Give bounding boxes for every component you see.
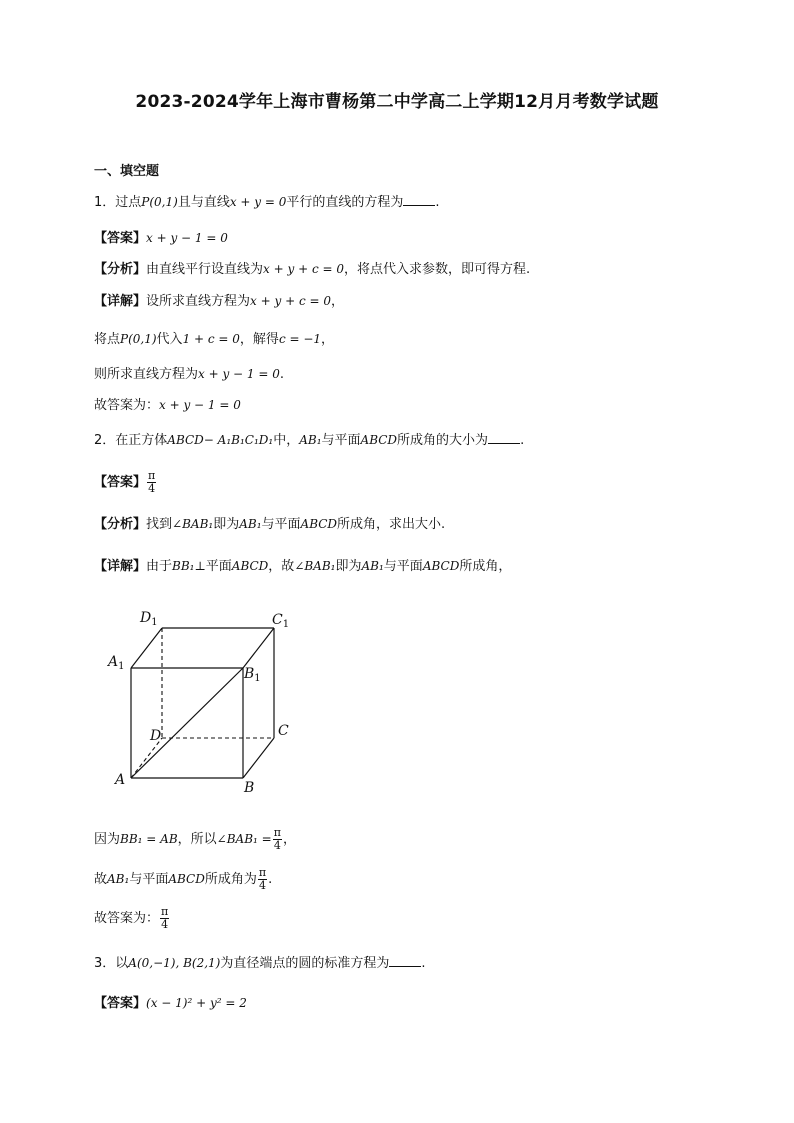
q1-final-answer [94, 396, 241, 415]
q2-step1-fraction [273, 827, 282, 852]
q2-step2-text-2: 与平面 [129, 872, 169, 887]
page-title: 2023-2024学年上海市曹杨第二中学高二上学期12月月考数学试题 [135, 92, 659, 112]
q1-detail-text-1: 设所求直线方程为 [146, 294, 251, 309]
question-2 [94, 431, 524, 450]
q2-detail-text-5: 与平面 [383, 559, 423, 574]
q2-final-answer [94, 904, 170, 934]
q2-detail-math-4: AB₁ [361, 559, 384, 573]
q3-text-2: 为直径端点的圆的标准方程为 [220, 956, 390, 971]
q1-math-line: x + y = 0 [229, 195, 287, 209]
edge-a1-d1 [131, 628, 162, 668]
q2-step1-text-3: ， [282, 832, 296, 847]
q1-final-math: x + y − 1 = 0 [159, 398, 241, 412]
q3-math-points: A(0,−1), B(2,1) [128, 956, 221, 970]
question-3 [94, 954, 426, 973]
q1-step1-text-3: ，解得 [239, 332, 279, 347]
q1-step-2 [94, 365, 284, 384]
q1-analysis [94, 260, 530, 279]
q2-text-2: 中， [273, 433, 300, 448]
analysis-tag: 【分析】 [94, 517, 147, 532]
q1-step1-text-1: 将点 [94, 332, 121, 347]
fraction-numerator: π [273, 826, 281, 839]
answer-blank [488, 431, 520, 444]
q1-step1-math-1: P(0,1) [120, 332, 157, 346]
q2-analysis-math-2: AB₁ [239, 517, 262, 531]
q2-analysis-math-3: ABCD [300, 517, 338, 531]
q2-detail-math-2: ABCD [231, 559, 269, 573]
q2-analysis-text-1: 找到 [146, 517, 173, 532]
q1-step1-text-4: ， [321, 332, 335, 347]
section-heading: 一、填空题 [94, 164, 160, 179]
label-c: C [278, 723, 289, 739]
q2-math-segment: AB₁ [299, 433, 322, 447]
edge-b1-c1 [243, 628, 274, 668]
q2-step1-math-2: ∠BAB₁ = [216, 832, 272, 846]
label-d: D [150, 728, 162, 744]
q2-detail-text-2: 平面 [205, 559, 232, 574]
q2-text-4: 所成角的大小为 [397, 433, 489, 448]
label-b: B [244, 780, 255, 796]
q2-step1-text-1: 因为 [94, 832, 121, 847]
label-c1: $C_1$ [272, 612, 290, 630]
q3-period: . [421, 956, 426, 971]
q1-analysis-text-1: 由直线平行设直线为 [146, 262, 264, 277]
q1-answer [94, 229, 228, 248]
answer-blank [403, 193, 435, 206]
q1-analysis-math: x + y + c = 0 [263, 262, 344, 276]
q2-analysis-text-2: 即为 [213, 517, 240, 532]
q2-step2-text-4: . [268, 872, 273, 887]
fraction-denominator: 4 [148, 482, 156, 495]
q1-text-1: 1．过点 [94, 195, 142, 210]
edge-b-c [243, 738, 274, 778]
question-1 [94, 193, 440, 212]
q1-step2-math: x + y − 1 = 0 [198, 367, 280, 381]
q2-final-text: 故答案为： [94, 911, 160, 926]
q1-step2-text-2: . [279, 367, 285, 382]
q1-math-point: P(0,1) [141, 195, 178, 209]
q2-step2-fraction [258, 867, 267, 892]
detail-tag: 【详解】 [94, 559, 147, 574]
q2-step-1 [94, 824, 296, 855]
q2-analysis-math-1: ∠BAB₁ [172, 517, 214, 531]
q2-analysis [94, 515, 445, 534]
q1-text-3: 平行的直线的方程为 [286, 195, 404, 210]
q3-answer-math: (x − 1)² + y² = 2 [146, 996, 247, 1010]
q2-math-cube: ABCD− A₁B₁C₁D₁ [167, 433, 274, 447]
q1-step1-text-2: 代入 [156, 332, 183, 347]
q1-text-2: 且与直线 [177, 195, 230, 210]
q2-text-3: 与平面 [321, 433, 361, 448]
label-a1: $A_1$ [108, 654, 125, 672]
q2-math-plane: ABCD [360, 433, 398, 447]
q2-text-1: 2．在正方体 [94, 433, 168, 448]
q2-step2-math-2: ABCD [168, 872, 205, 886]
q1-final-text: 故答案为： [94, 398, 160, 413]
q2-final-fraction [160, 906, 169, 931]
label-b1: $B_1$ [244, 666, 261, 684]
q2-answer-fraction [147, 470, 156, 495]
q2-detail-text-4: 即为 [335, 559, 362, 574]
q1-detail-math: x + y + c = 0 [250, 294, 331, 308]
detail-tag: 【详解】 [94, 294, 147, 309]
cube-figure [100, 600, 300, 800]
label-d1: $D_1$ [140, 610, 158, 628]
q2-analysis-text-4: 所成角，求出大小. [337, 517, 446, 532]
hidden-edge-a-d [131, 738, 162, 778]
q3-text-1: 3．以 [94, 956, 129, 971]
fraction-numerator: π [161, 905, 169, 918]
q3-answer [94, 994, 247, 1013]
q2-period: . [520, 433, 525, 448]
q1-step1-math-3: c = −1 [278, 332, 322, 346]
q2-answer [94, 468, 157, 498]
q2-step2-text-1: 故 [94, 872, 108, 887]
q2-analysis-text-3: 与平面 [261, 517, 301, 532]
q1-detail [94, 292, 344, 311]
fraction-numerator: π [258, 866, 267, 879]
diagonal-a-b1 [131, 668, 243, 778]
q2-detail-math-3: ∠BAB₁ [294, 559, 336, 573]
q1-answer-math: x + y − 1 = 0 [146, 231, 228, 245]
q1-detail-text-2: ， [330, 294, 344, 309]
q2-step2-text-3: 所成角为 [204, 872, 257, 887]
q2-step1-math-1: BB₁ = AB [120, 832, 178, 846]
answer-tag: 【答案】 [94, 475, 147, 490]
q1-step-1 [94, 330, 334, 349]
q2-detail-text-3: ，故 [268, 559, 295, 574]
answer-tag: 【答案】 [94, 231, 147, 246]
q2-step1-text-2: ，所以 [177, 832, 217, 847]
q2-detail-text-1: 由于 [146, 559, 173, 574]
fraction-denominator: 4 [258, 879, 266, 892]
q2-detail-text-6: 所成角， [459, 559, 512, 574]
fraction-denominator: 4 [161, 918, 169, 931]
q1-period: . [435, 195, 440, 210]
q2-detail-math-1: BB₁⊥ [172, 559, 206, 573]
q1-analysis-text-2: ，将点代入求参数，即可得方程. [343, 262, 531, 277]
q1-step1-math-2: 1 + c = 0 [182, 332, 240, 346]
q2-detail-math-5: ABCD [422, 559, 460, 573]
label-a: A [115, 772, 126, 788]
answer-tag: 【答案】 [94, 996, 147, 1011]
q2-step2-math-1: AB₁ [107, 872, 130, 886]
fraction-numerator: π [148, 469, 156, 482]
q2-step-2 [94, 864, 272, 895]
q2-detail [94, 557, 511, 576]
q1-step2-text-1: 则所求直线方程为 [94, 367, 199, 382]
answer-blank [389, 954, 421, 967]
fraction-denominator: 4 [273, 839, 281, 852]
analysis-tag: 【分析】 [94, 262, 147, 277]
